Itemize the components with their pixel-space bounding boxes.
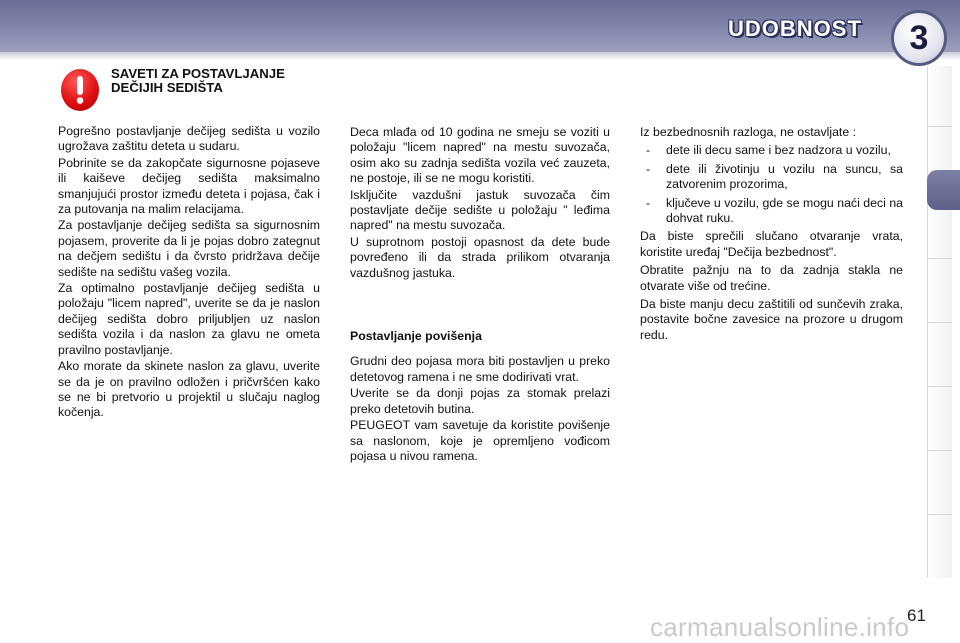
paragraph: U suprotnom postoji opasnost da dete bude povređeno ili da strada prilikom otvaranja vazdušnog jastuka. xyxy=(350,234,610,280)
header-fade xyxy=(0,52,960,60)
chapter-tab-rail xyxy=(927,66,952,578)
column-1 xyxy=(58,124,320,422)
tab-divider xyxy=(928,322,952,323)
list-dash: - xyxy=(646,195,651,210)
list-item-text: ključeve u vozilu, gde se mogu naći deci na dohvat ruku. xyxy=(666,195,903,226)
paragraph: Uverite se da donji pojas za stomak prelazi preko detetovih butina. xyxy=(350,386,610,416)
chapter-number: 3 xyxy=(909,18,929,57)
tab-divider xyxy=(928,514,952,515)
paragraph: Za optimalno postavljanje dečijeg sedišta u položaju "licem napred", uverite se da je naslon dečijeg sedišta dobro priljubljen uz naslon sedišta vozila i da naslon za glavu ne ometa pravilno postavljanje. xyxy=(58,281,320,357)
paragraph: Isključite vazdušni jastuk suvozača čim postavljate dečije sedište u položaju " leđima napred" na mestu suvozača. xyxy=(350,187,610,233)
spacer xyxy=(350,345,610,354)
tab-divider xyxy=(928,258,952,259)
list-dash: - xyxy=(646,143,651,158)
list-item-text: dete ili životinju u vozilu na suncu, sa zatvorenim prozorima, xyxy=(666,161,903,192)
safety-list xyxy=(640,143,903,226)
tab-divider xyxy=(928,126,952,127)
paragraph: Ako morate da skinete naslon za glavu, uverite se da je on pravilno odložen i pričvršćen kako se ne bi pretvorio u projektil u slučaju naglog kočenja. xyxy=(58,359,320,420)
column-3 xyxy=(640,125,903,344)
tab-divider xyxy=(928,450,952,451)
list-item-text: dete ili decu same i bez nadzora u vozilu, xyxy=(666,143,891,158)
list-dash: - xyxy=(646,161,651,176)
section-title: SAVETI ZA POSTAVLJANJE DEČIJIH SEDIŠTA xyxy=(111,66,285,95)
paragraph: Deca mlađa od 10 godina ne smeju se voziti u položaju "licem napred" na mestu suvozača, osim ako su zadnja sedišta vozila već zauzeta, ne postoje, ili se ne mogu koristiti. xyxy=(350,125,610,186)
spacer xyxy=(350,282,610,329)
paragraph: Grudni deo pojasa mora biti postavljen u preko detetovog ramena i ne sme dodirivati vrat. xyxy=(350,354,610,384)
paragraph: PEUGEOT vam savetuje da koristite povišenje sa naslonom, koje je opremljeno vođicom pojasa u nivou ramena. xyxy=(350,418,610,463)
paragraph: Da biste sprečili slučano otvaranje vrata, koristite uređaj "Dečija bezbednost". xyxy=(640,229,903,259)
paragraph: Da biste manju decu zaštitili od sunčevih zraka, postavite bočne zavesice na prozore u drugom redu. xyxy=(640,297,903,342)
column-2 xyxy=(350,125,610,465)
exclamation-warning-icon xyxy=(61,69,99,111)
tab-divider xyxy=(928,386,952,387)
subheading-booster: Postavljanje povišenja xyxy=(350,329,482,344)
active-chapter-tab[interactable] xyxy=(927,170,960,210)
chapter-badge xyxy=(891,10,947,66)
watermark-text: carmanualsonline.info xyxy=(650,612,910,642)
chapter-title: UDOBNOST xyxy=(728,16,862,41)
paragraph: Pogrešno postavljanje dečijeg sedišta u vozilo ugrožava zaštitu deteta u sudaru. xyxy=(58,124,320,154)
list-item xyxy=(640,143,903,158)
paragraph: Pobrinite se da zakopčate sigurnosne pojaseve ili kaiševe dečijeg sedišta maksimalno smanjujući prostor između deteta i pojasa, čak i za putovanja na malim relacijama. xyxy=(58,155,320,217)
page-number: 61 xyxy=(907,606,926,625)
paragraph: Za postavljanje dečijeg sedišta sa sigurnosnim pojasem, proverite da li je pojas dobro zategnut na dečjem sedištu i da čvrsto pridržava dečije sedište na sedištu vašeg vozila. xyxy=(58,218,320,279)
intro-text: Iz bezbednosnih razloga, ne ostavljate : xyxy=(640,125,857,139)
paragraph: Obratite pažnju na to da zadnja stakla ne otvarate više od trećine. xyxy=(640,263,903,293)
list-item xyxy=(640,162,903,193)
list-item xyxy=(640,196,903,227)
